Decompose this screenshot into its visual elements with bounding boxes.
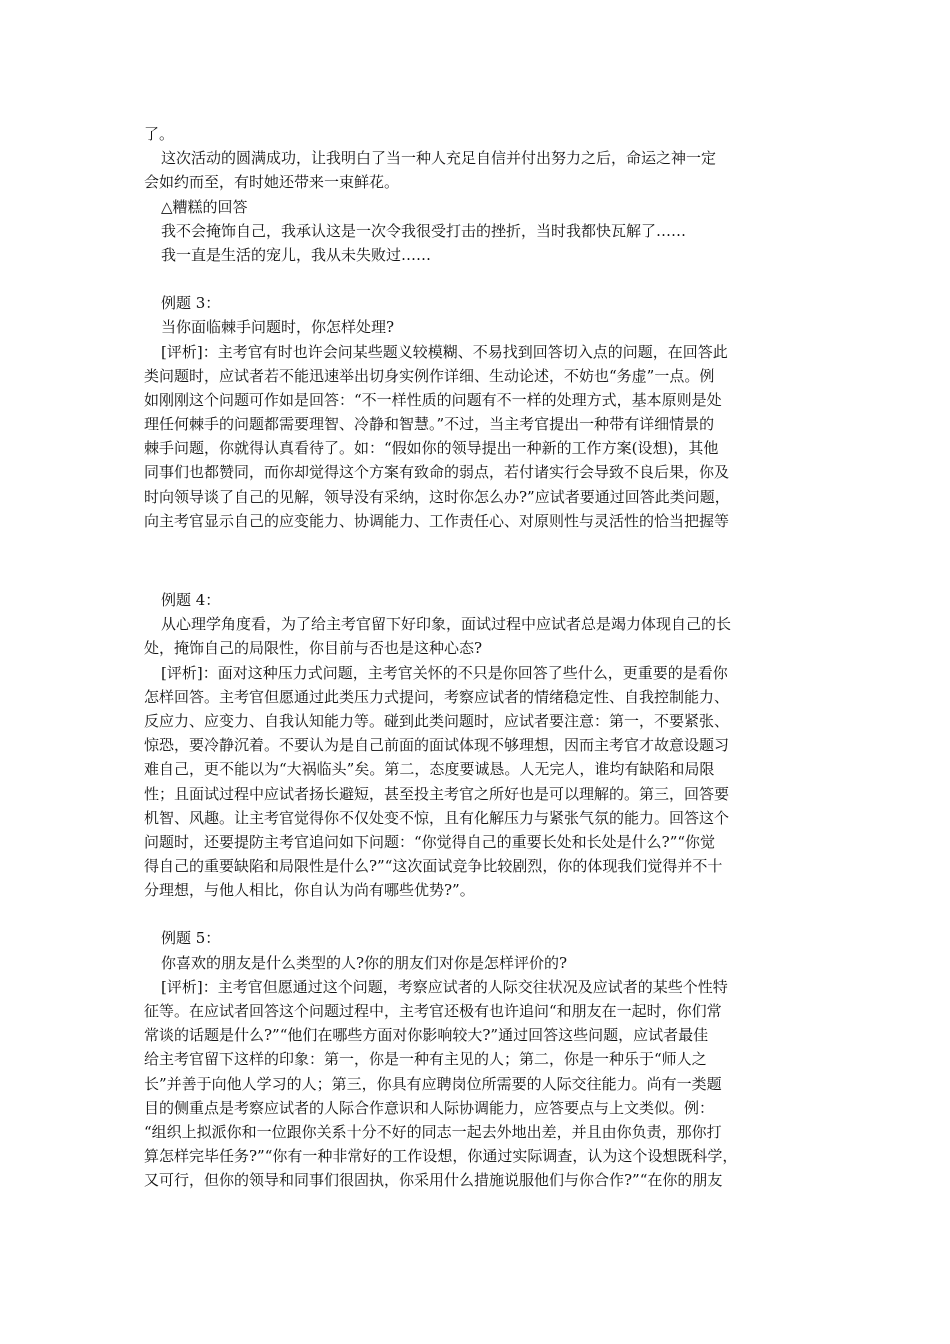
text-line: 我不会掩饰自己，我承认这是一次令我很受打击的挫折，当时我都快瓦解了…… xyxy=(161,221,687,240)
example-3-question: 当你面临棘手问题时，你怎样处理? xyxy=(161,318,395,337)
example-4-question: 从心理学角度看，为了给主考官留下好印象，面试过程中应试者总是竭力体现自己的长 xyxy=(161,615,732,634)
example-4-question: 处，掩饰自己的局限性，你目前与否也是这种心态? xyxy=(144,639,483,658)
text-line: 理任何棘手的问题都需要理智、冷静和智慧。”不过，当主考官提出一种带有详细情景的 xyxy=(144,415,715,434)
text-line: 惊恐，要冷静沉着。不要认为是自己前面的面试体现不够理想，因而主考官才故意设题习 xyxy=(144,736,730,755)
text-line: 得自己的重要缺陷和局限性是什么?”“这次面试竞争比较剧烈，你的体现我们觉得并不十 xyxy=(144,857,723,876)
text-line: 性；且面试过程中应试者扬长避短，甚至投主考官之所好也是可以理解的。第三，回答要 xyxy=(144,784,730,803)
text-line: [评析]：主考官有时也许会问某些题义较模糊、不易找到回答切入点的问题，在回答此 xyxy=(161,342,728,361)
text-line: 给主考官留下这样的印象：第一，你是一种有主见的人；第二，你是一种乐于“师人之 xyxy=(144,1050,707,1069)
spacer xyxy=(144,267,814,291)
text-line: “组织上拟派你和一位跟你关系十分不好的同志一起去外地出差，并且由你负责，那你打 xyxy=(144,1122,722,1141)
text-line: 征等。在应试者回答这个问题过程中，主考官还极有也许追问“和朋友在一起时，你们常 xyxy=(144,1002,722,1020)
text-line: 算怎样完毕任务?”“你有一种非常好的工作设想，你通过实际调查，认为这个设想既科学， xyxy=(144,1147,738,1166)
text-line: 难自己，更不能以为“大祸临头”矣。第二，态度要诚恳。人无完人，谁均有缺陷和局限 xyxy=(144,760,715,779)
text-line: 向主考官显示自己的应变能力、协调能力、工作责任心、对原则性与灵活性的恰当把握等 xyxy=(144,511,730,530)
text-line: 同事们也都赞同，而你却觉得这个方案有致命的弱点，若付诸实行会导致不良后果，你及 xyxy=(144,463,730,482)
example-3-heading: 例题 3： xyxy=(161,294,221,313)
text-line: 时向领导谈了自己的见解，领导没有采纳，这时你怎么办?”应试者要通过回答此类问题， xyxy=(144,487,730,506)
text-line: 分理想，与他人相比，你自认为尚有哪些优势?”。 xyxy=(144,881,475,900)
text-line: 怎样回答。主考官但愿通过此类压力式提问，考察应试者的情绪稳定性、自我控制能力、 xyxy=(144,687,730,706)
text-line: [评析]：面对这种压力式问题，主考官关怀的不只是你回答了些什么，更重要的是看你 xyxy=(161,663,728,682)
text-line: 反应力、应变力、自我认知能力等。碰到此类问题时，应试者要注意：第一，不要紧张、 xyxy=(144,711,730,730)
text-line: 类问题时，应试者若不能迅速举出切身实例作详细、生动论述，不妨也“务虚”一点。例 xyxy=(144,366,715,385)
text-line: 我一直是生活的宠儿，我从未失败过…… xyxy=(161,245,432,264)
text-line: 机智、风趣。让主考官觉得你不仅处变不惊，且有化解压力与紧张气氛的能力。回答这个 xyxy=(144,808,730,827)
text-line: [评析]：主考官但愿通过这个问题，考察应试者的人际交往状况及应试者的某些个性特 xyxy=(161,977,728,996)
document-page xyxy=(144,122,814,1193)
text-line: 又可行，但你的领导和同事们很固执，你采用什么措施说服他们与你合作?”“在你的朋友 xyxy=(144,1171,723,1190)
spacer xyxy=(144,902,814,926)
example-4-heading: 例题 4： xyxy=(161,591,221,609)
text-line: 会如约而至，有时她还带来一束鲜花。 xyxy=(144,173,400,192)
text-line: 目的侧重点是考察应试者的人际合作意识和人际协调能力，应答要点与上文类似。例： xyxy=(144,1098,715,1117)
example-5-heading: 例题 5： xyxy=(161,929,221,948)
text-line: 这次活动的圆满成功，让我明白了当一种人充足自信并付出努力之后，命运之神一定 xyxy=(161,149,717,168)
text-line: 长”并善于向他人学习的人；第三，你具有应聘岗位所需要的人际交往能力。尚有一类题 xyxy=(144,1074,722,1093)
text-line: 了。 xyxy=(144,125,175,143)
spacer xyxy=(144,533,814,588)
subheading-bad-answer: △糟糕的回答 xyxy=(161,197,248,216)
example-5-question: 你喜欢的朋友是什么类型的人?你的朋友们对你是怎样评价的? xyxy=(161,953,568,972)
text-line: 棘手问题，你就得认真看待了。如：“假如你的领导提出一种新的工作方案(设想)，其他 xyxy=(144,439,719,458)
text-line: 常谈的话题是什么?”“他们在哪些方面对你影响较大?”通过回答这些问题，应试者最佳 xyxy=(144,1026,709,1045)
text-line: 问题时，还要提防主考官追问如下问题：“你觉得自己的重要长处和长处是什么?”“你觉 xyxy=(144,832,716,851)
text-line: 如刚刚这个问题可作如是回答：“不一样性质的问题有不一样的处理方式，基本原则是处 xyxy=(144,390,722,409)
